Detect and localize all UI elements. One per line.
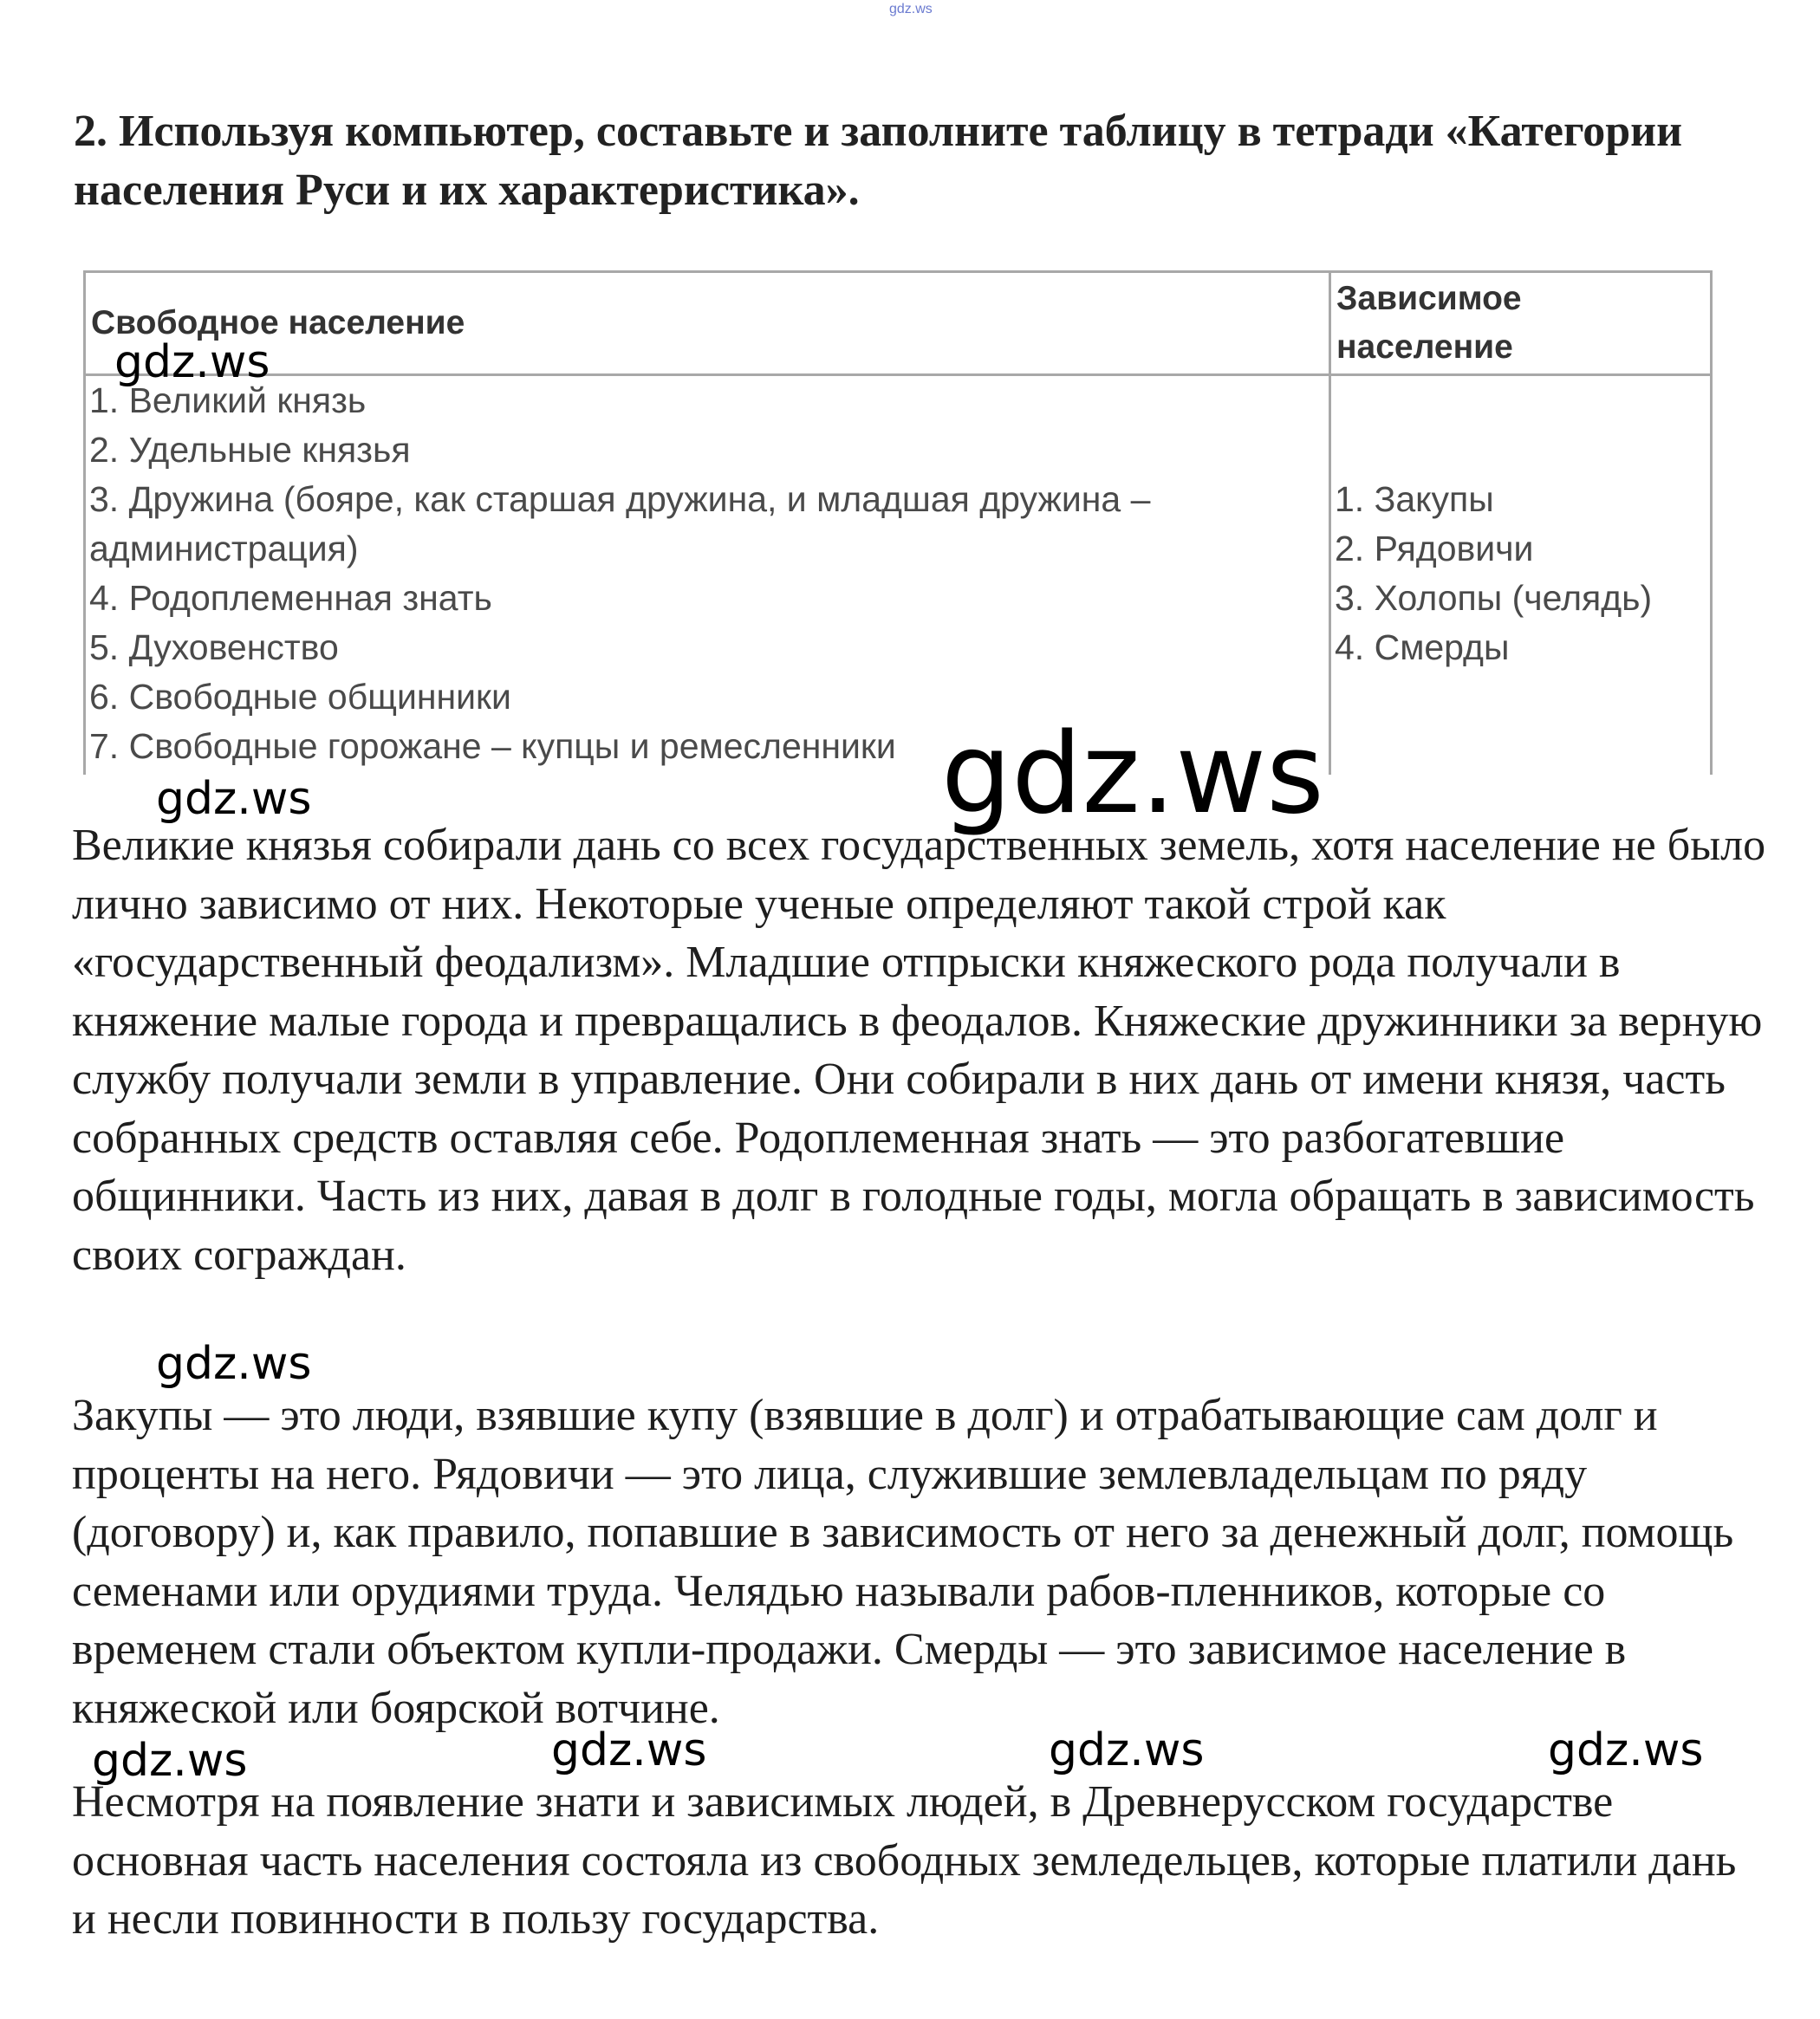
- free-item: 2. Удельные князья: [89, 430, 411, 470]
- watermark: gdz.ws: [156, 1338, 312, 1390]
- free-item: 3. Дружина (бояре, как старшая дружина, и младшая дружина – администрация): [89, 479, 1151, 568]
- dependent-population-cell: [1330, 375, 1712, 776]
- dependent-item: 2. Рядовичи: [1335, 529, 1534, 568]
- dependent-item: 1. Закупы: [1335, 479, 1494, 519]
- dependent-item: 4. Смерды: [1335, 627, 1510, 667]
- paragraph-princes: Великие князья собирали дань со всех государственных земель, хотя население не было лично зависимо от них. Некоторые ученые определяют такой строй как «государственный феодализм». Младшие отпрыски княжеского рода получали в княжение малые города и превращались в феодалов. Княжеские дружинники за верную службу получали земли в управление. Они собирали в них дань от имени князя, часть собранных средств оставляя себе. Родоплеменная знать — это разбогатевшие общинники. Часть из них, давая в долг в голодные годы, могла обращать в зависимость своих сограждан.: [72, 821, 1766, 1280]
- population-table-wrapper: [83, 270, 1713, 775]
- watermark: gdz.ws: [156, 773, 312, 825]
- paragraph-dependent: Закупы — это люди, взявшие купу (взявшие в долг) и отрабатывающие сам долг и проценты на него. Рядовичи — это лица, служившие землевладельцам по ряду (договору) и, как правило, попавшие в зависимость от него за денежный долг, помощь семенами или орудиями труда. Челядью называли рабов-пленников, которые со временем стали объектом купли-продажи. Смерды — это зависимое население в княжеской или боярской вотчине.: [72, 1391, 1734, 1733]
- watermark: gdz.ws: [1049, 1724, 1205, 1776]
- question-title: 2. Используя компьютер, составьте и заполните таблицу в тетради «Категории населения Руси и их характеристика».: [74, 107, 1683, 215]
- population-table: [83, 270, 1713, 775]
- watermark: gdz.ws: [551, 1724, 707, 1776]
- header-free-population: Свободное население: [85, 272, 1330, 375]
- site-mark: gdz.ws: [889, 2, 933, 16]
- paragraph-free-farmers: Несмотря на появление знати и зависимых людей, в Древнерусском государстве основная часть населения состояла из свободных земледельцев, которые платили дань и несли повинности в пользу государства.: [72, 1777, 1737, 1944]
- watermark: gdz.ws: [1548, 1724, 1704, 1776]
- watermark: gdz.ws: [941, 710, 1324, 839]
- watermark: gdz.ws: [92, 1735, 248, 1787]
- free-item: 5. Духовенство: [89, 627, 339, 667]
- free-item: 1. Великий князь: [89, 380, 367, 420]
- free-item: 7. Свободные горожане – купцы и ремесленники: [89, 726, 896, 766]
- header-dependent-population: Зависимое население: [1330, 272, 1712, 375]
- free-item: 6. Свободные общинники: [89, 677, 511, 717]
- free-item: 4. Родоплеменная знать: [89, 578, 492, 618]
- watermark: gdz.ws: [114, 336, 270, 388]
- dependent-item: 3. Холопы (челядь): [1335, 578, 1653, 618]
